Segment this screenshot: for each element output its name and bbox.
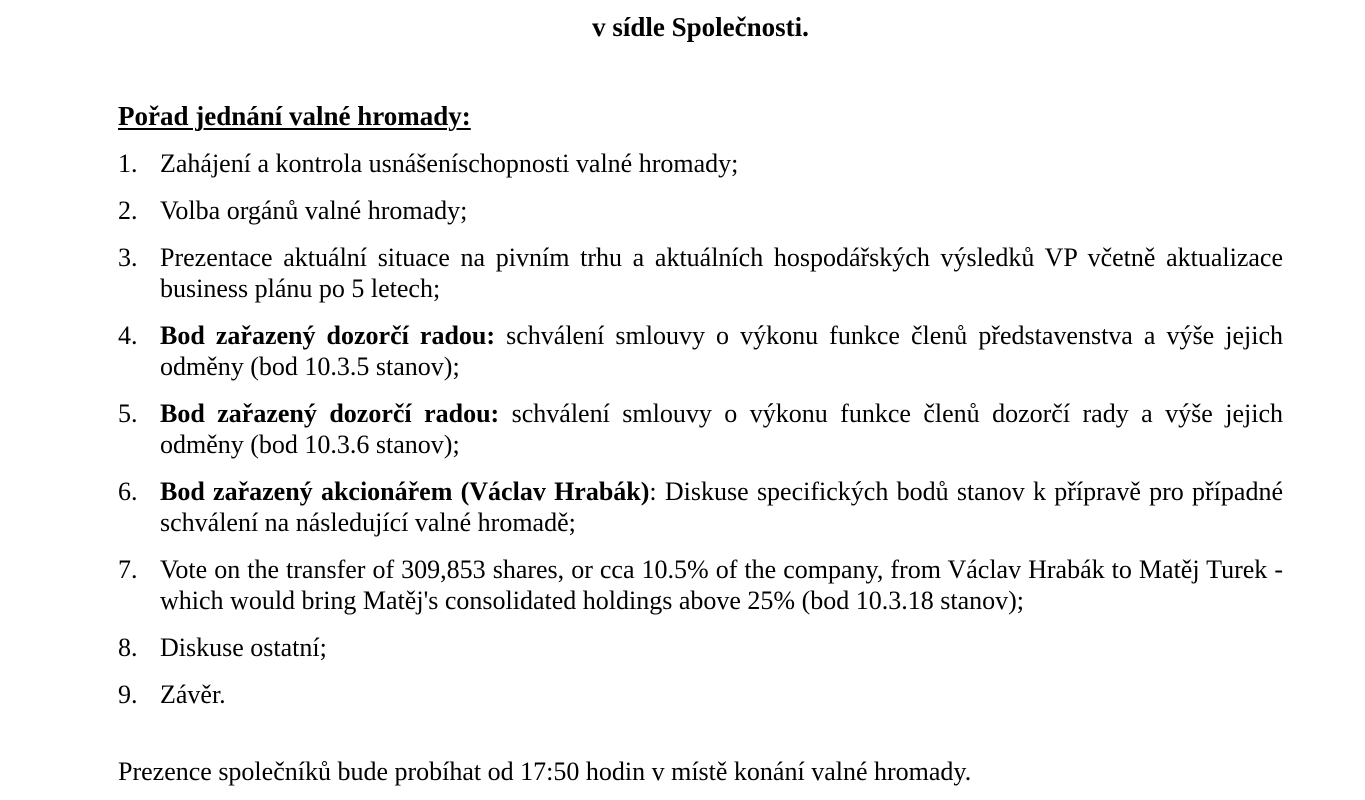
agenda-item-text: [160, 554, 1283, 616]
agenda-item-body: schválení smlouvy o výkonu funkce členů dozorčí rady a výše jejich odměny (bod 10.3.6 stanov);: [160, 399, 1284, 459]
agenda-item-body: Zahájení a kontrola usnášeníschopnosti valné hromady;: [160, 149, 739, 178]
agenda-item-text: [160, 195, 1283, 226]
agenda-item-text: [160, 398, 1283, 460]
agenda-item-body: Vote on the transfer of 309,853 shares, or cca 10.5% of the company, from Václav Hrabák to Matěj Turek - which would bring Matěj's consolidated holdings above 25% (bod 10.3.18 stanov);: [160, 555, 1283, 615]
agenda-item-bold-prefix: Bod zařazený dozorčí radou:: [160, 321, 496, 350]
agenda-heading: Pořad jednání valné hromady:: [118, 101, 471, 131]
agenda-item-9: [118, 679, 1283, 710]
agenda-item-body: : Diskuse specifických bodů stanov k přípravě pro případné schválení na následující valné hromadě;: [160, 477, 1283, 537]
agenda-item-number: 7.: [118, 555, 138, 584]
agenda-item-7: [118, 554, 1283, 616]
agenda-item-5: [118, 398, 1283, 460]
agenda-item-body: Prezentace aktuální situace na pivním trhu a aktuálních hospodářských výsledků VP včetně aktualizace business plánu po 5 letech;: [160, 243, 1283, 303]
agenda-item-number: 4.: [118, 321, 138, 350]
agenda-item-number: 1.: [118, 149, 138, 178]
agenda-item-text: [160, 242, 1283, 304]
agenda-item-number: 9.: [118, 680, 138, 709]
agenda-item-3: [118, 242, 1283, 304]
agenda-item-text: [160, 632, 1283, 663]
agenda-item-body: schválení smlouvy o výkonu funkce členů představenstva a výše jejich odměny (bod 10.3.5 stanov);: [160, 321, 1284, 381]
agenda-item-number: 8.: [118, 633, 138, 662]
agenda-item-1: [118, 148, 1283, 179]
agenda-item-body: Volba orgánů valné hromady;: [160, 196, 468, 225]
agenda-item-text: [160, 679, 1283, 710]
agenda-item-6: [118, 476, 1283, 538]
document-title: v sídle Společnosti.: [592, 12, 809, 42]
agenda-item-text: [160, 148, 1283, 179]
agenda-item-body: Závěr.: [160, 680, 226, 709]
attendance-note: Prezence společníků bude probíhat od 17:50 hodin v místě konání valné hromady.: [118, 757, 972, 786]
agenda-item-number: 5.: [118, 399, 138, 428]
agenda-item-number: 6.: [118, 477, 138, 506]
agenda-item-number: 2.: [118, 196, 138, 225]
agenda-item-8: [118, 632, 1283, 663]
agenda-item-text: [160, 320, 1283, 382]
agenda-list: [118, 148, 1283, 710]
agenda-item-2: [118, 195, 1283, 226]
agenda-item-4: [118, 320, 1283, 382]
agenda-item-bold-prefix: Bod zařazený akcionářem (Václav Hrabák): [160, 477, 650, 506]
agenda-item-number: 3.: [118, 243, 138, 272]
agenda-item-body: Diskuse ostatní;: [160, 633, 327, 662]
agenda-item-bold-prefix: Bod zařazený dozorčí radou:: [160, 399, 500, 428]
agenda-item-text: [160, 476, 1283, 538]
